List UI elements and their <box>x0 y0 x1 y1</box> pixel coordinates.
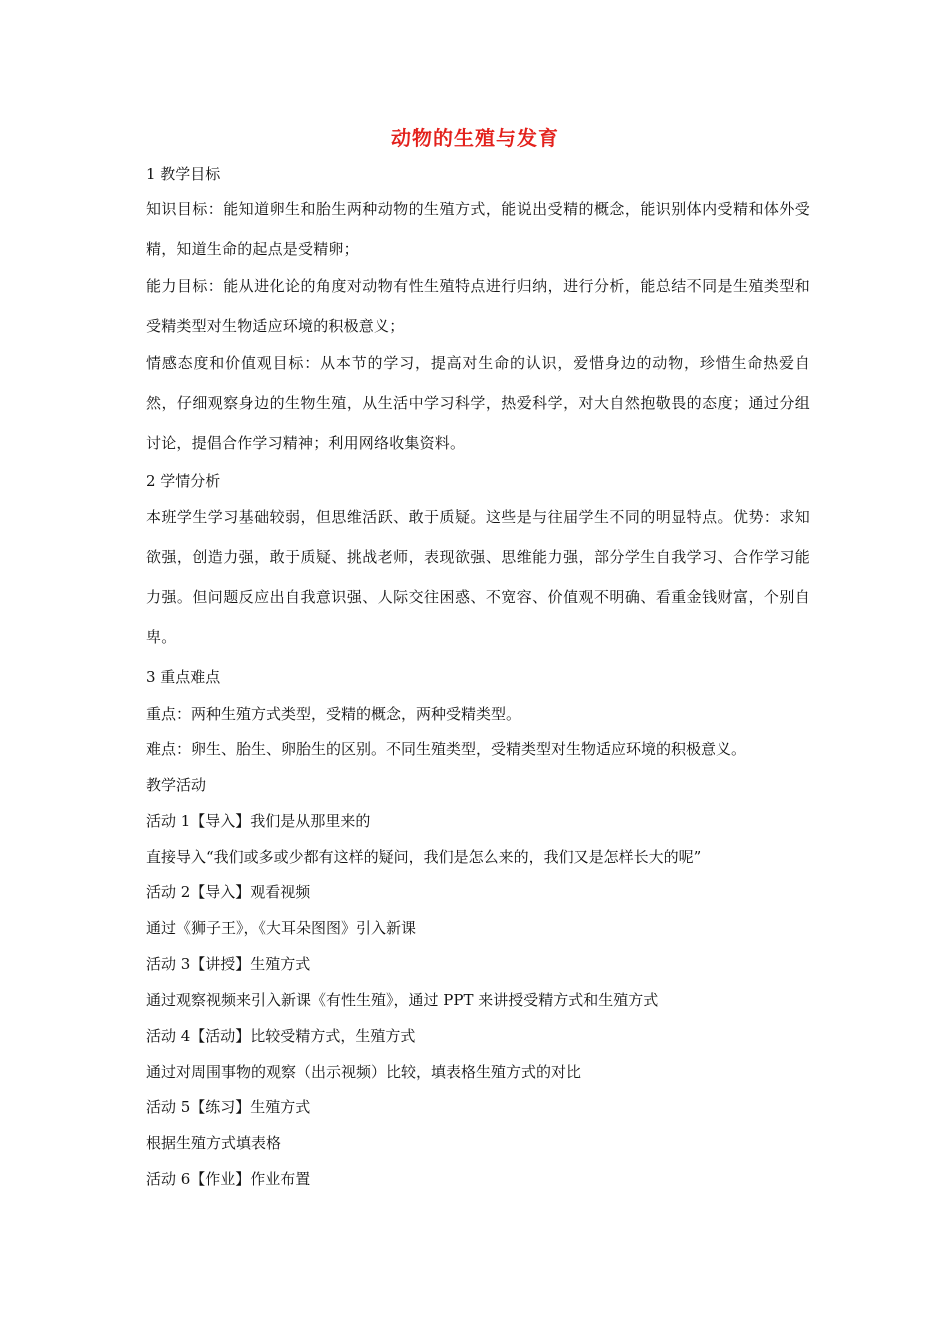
activity-5-title: 活动 5【练习】生殖方式 <box>146 1098 311 1116</box>
ability-goal-paragraph: 能力目标：能从进化论的角度对动物有性生殖特点进行归纳，进行分析，能总结不同是生殖类型和受精类型对生物适应环境的积极意义； <box>146 277 810 335</box>
activities-heading: 教学活动 <box>146 776 207 794</box>
activity-3-text: 通过观察视频来引入新课《有性生殖》，通过 PPT 来讲授受精方式和生殖方式 <box>146 991 659 1009</box>
activity-1-title: 活动 1【导入】我们是从那里来的 <box>146 812 371 830</box>
activity-4-text: 通过对周围事物的观察（出示视频）比较，填表格生殖方式的对比 <box>146 1063 582 1081</box>
key-point-line: 重点：两种生殖方式类型，受精的概念，两种受精类型。 <box>146 705 522 723</box>
knowledge-goal-paragraph: 知识目标：能知道卵生和胎生两种动物的生殖方式，能说出受精的概念，能识别体内受精和体外受精，知道生命的起点是受精卵； <box>146 200 810 258</box>
document-title: 动物的生殖与发育 <box>391 126 559 150</box>
activity-2-text: 通过《狮子王》，《大耳朵图图》引入新课 <box>146 919 417 937</box>
analysis-heading: 2 学情分析 <box>146 472 221 490</box>
analysis-paragraph: 本班学生学习基础较弱，但思维活跃、敢于质疑。这些是与往届学生不同的明显特点。优势：求知欲强，创造力强，敢于质疑、挑战老师，表现欲强、思维能力强，部分学生自我学习、合作学习能力强。但问题反应出自我意识强、人际交往困惑、不宽容、价值观不明确、看重金钱财富，个别自卑。 <box>146 508 810 646</box>
activity-6-title: 活动 6【作业】作业布置 <box>146 1170 311 1188</box>
activity-5-text: 根据生殖方式填表格 <box>146 1134 282 1152</box>
difficult-point-line: 难点：卵生、胎生、卵胎生的区别。不同生殖类型，受精类型对生物适应环境的积极意义。 <box>146 740 747 758</box>
activity-4-title: 活动 4【活动】比较受精方式，生殖方式 <box>146 1027 416 1045</box>
goals-heading: 1 教学目标 <box>146 165 221 183</box>
activity-3-title: 活动 3【讲授】生殖方式 <box>146 955 311 973</box>
keypoints-heading: 3 重点难点 <box>146 668 221 686</box>
activity-2-title: 活动 2【导入】观看视频 <box>146 883 311 901</box>
activity-1-text: 直接导入“我们或多或少都有这样的疑问，我们是怎么来的，我们又是怎样长大的呢” <box>146 848 702 866</box>
emotion-goal-paragraph: 情感态度和价值观目标：从本节的学习，提高对生命的认识，爱惜身边的动物，珍惜生命热爱自然，仔细观察身边的生物生殖，从生活中学习科学，热爱科学，对大自然抱敬畏的态度；通过分组讨论，提倡合作学习精神；利用网络收集资料。 <box>146 354 810 452</box>
